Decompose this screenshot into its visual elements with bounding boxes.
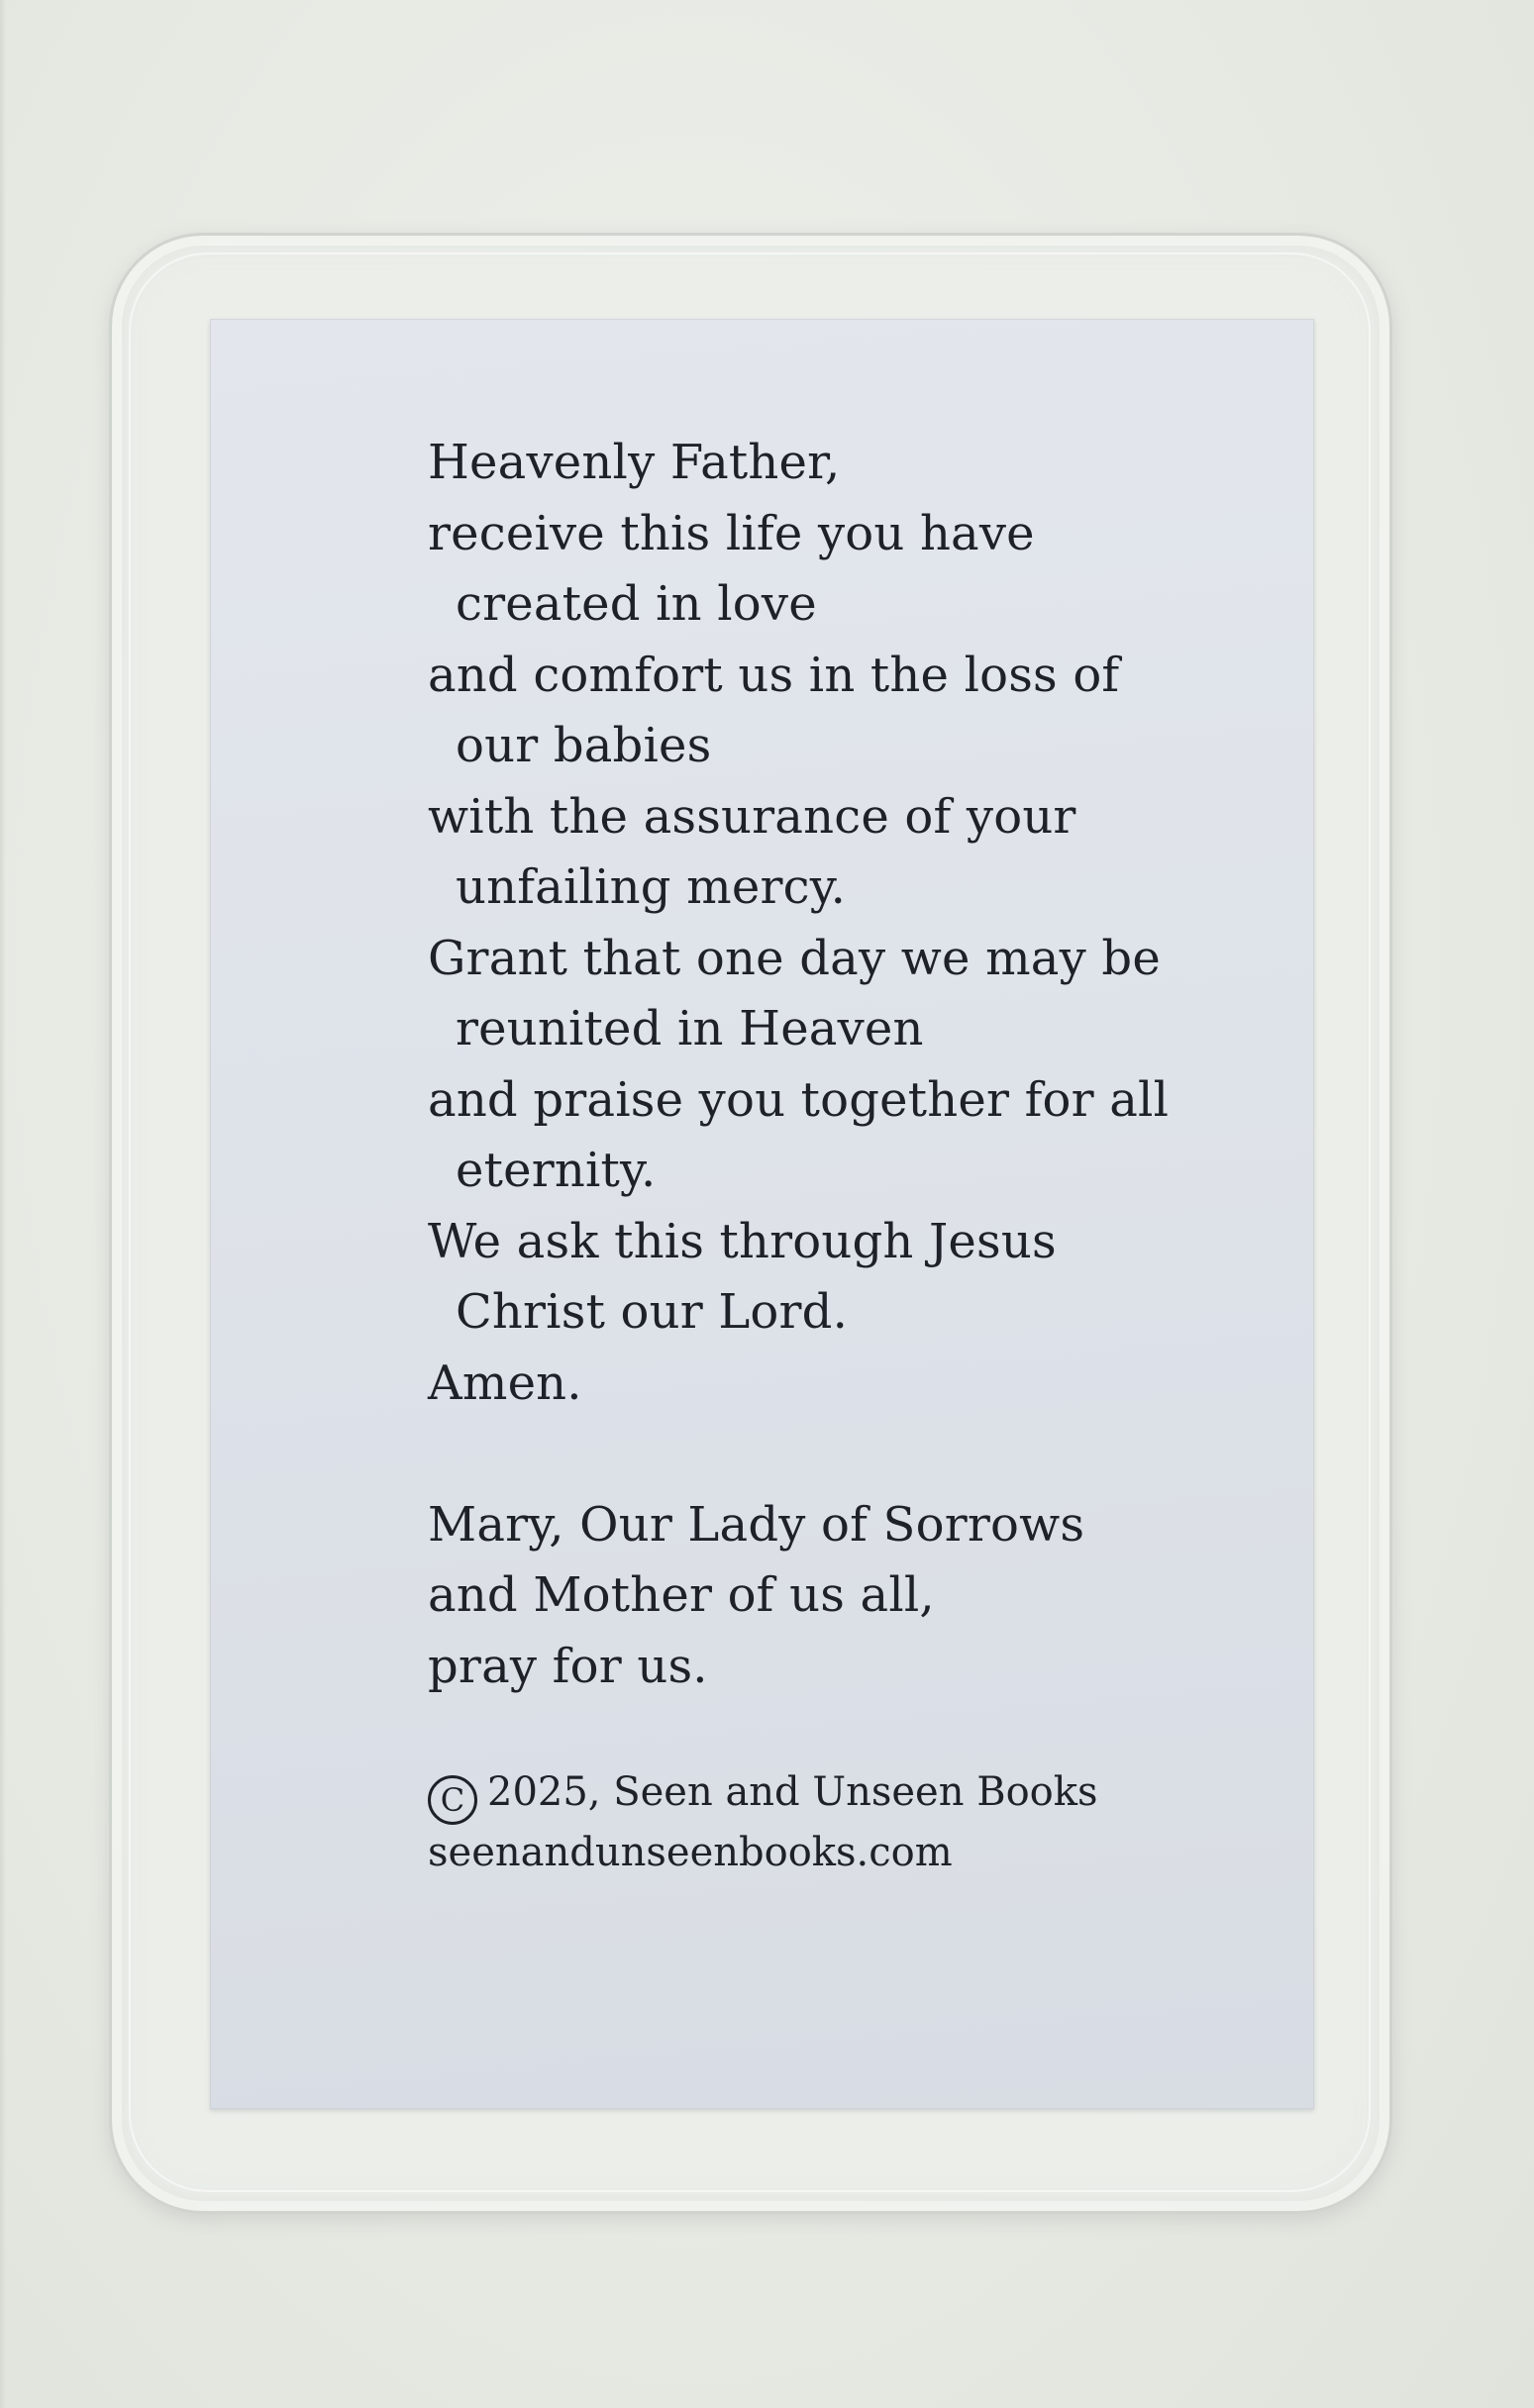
- prayer-line: and comfort us in the loss of: [428, 647, 1120, 703]
- copyright-line: [428, 1764, 1299, 1825]
- prayer-text: [428, 428, 1299, 1702]
- website-text: seenandunseenbooks.com: [428, 1830, 953, 1875]
- prayer-line: We ask this through Jesus: [428, 1213, 1057, 1269]
- prayer-line-amen: Amen.: [428, 1354, 582, 1411]
- invocation-line: Mary, Our Lady of Sorrows: [428, 1496, 1085, 1553]
- prayer-line: eternity.: [456, 1143, 657, 1198]
- copyright-text: 2025, Seen and Unseen Books: [487, 1769, 1098, 1815]
- invocation-line: pray for us.: [428, 1638, 708, 1694]
- prayer-line: unfailing mercy.: [456, 859, 847, 915]
- prayer-line: receive this life you have: [428, 505, 1035, 561]
- copyright-icon: C: [428, 1775, 477, 1825]
- copyright-block: [428, 1764, 1299, 1880]
- prayer-card: [210, 319, 1314, 2109]
- prayer-line: Christ our Lord.: [456, 1284, 849, 1340]
- stanza-gap: [428, 1419, 1299, 1490]
- prayer-line: Grant that one day we may be: [428, 930, 1161, 986]
- invocation-line: and Mother of us all,: [428, 1567, 935, 1623]
- prayer-line: Heavenly Father,: [428, 435, 841, 490]
- prayer-line: created in love: [456, 576, 817, 632]
- prayer-line: our babies: [456, 718, 712, 773]
- backdrop-edge: [0, 0, 6, 2408]
- prayer-line: reunited in Heaven: [456, 1001, 924, 1056]
- prayer-line: and praise you together for all: [428, 1071, 1170, 1128]
- prayer-line: with the assurance of your: [428, 788, 1076, 845]
